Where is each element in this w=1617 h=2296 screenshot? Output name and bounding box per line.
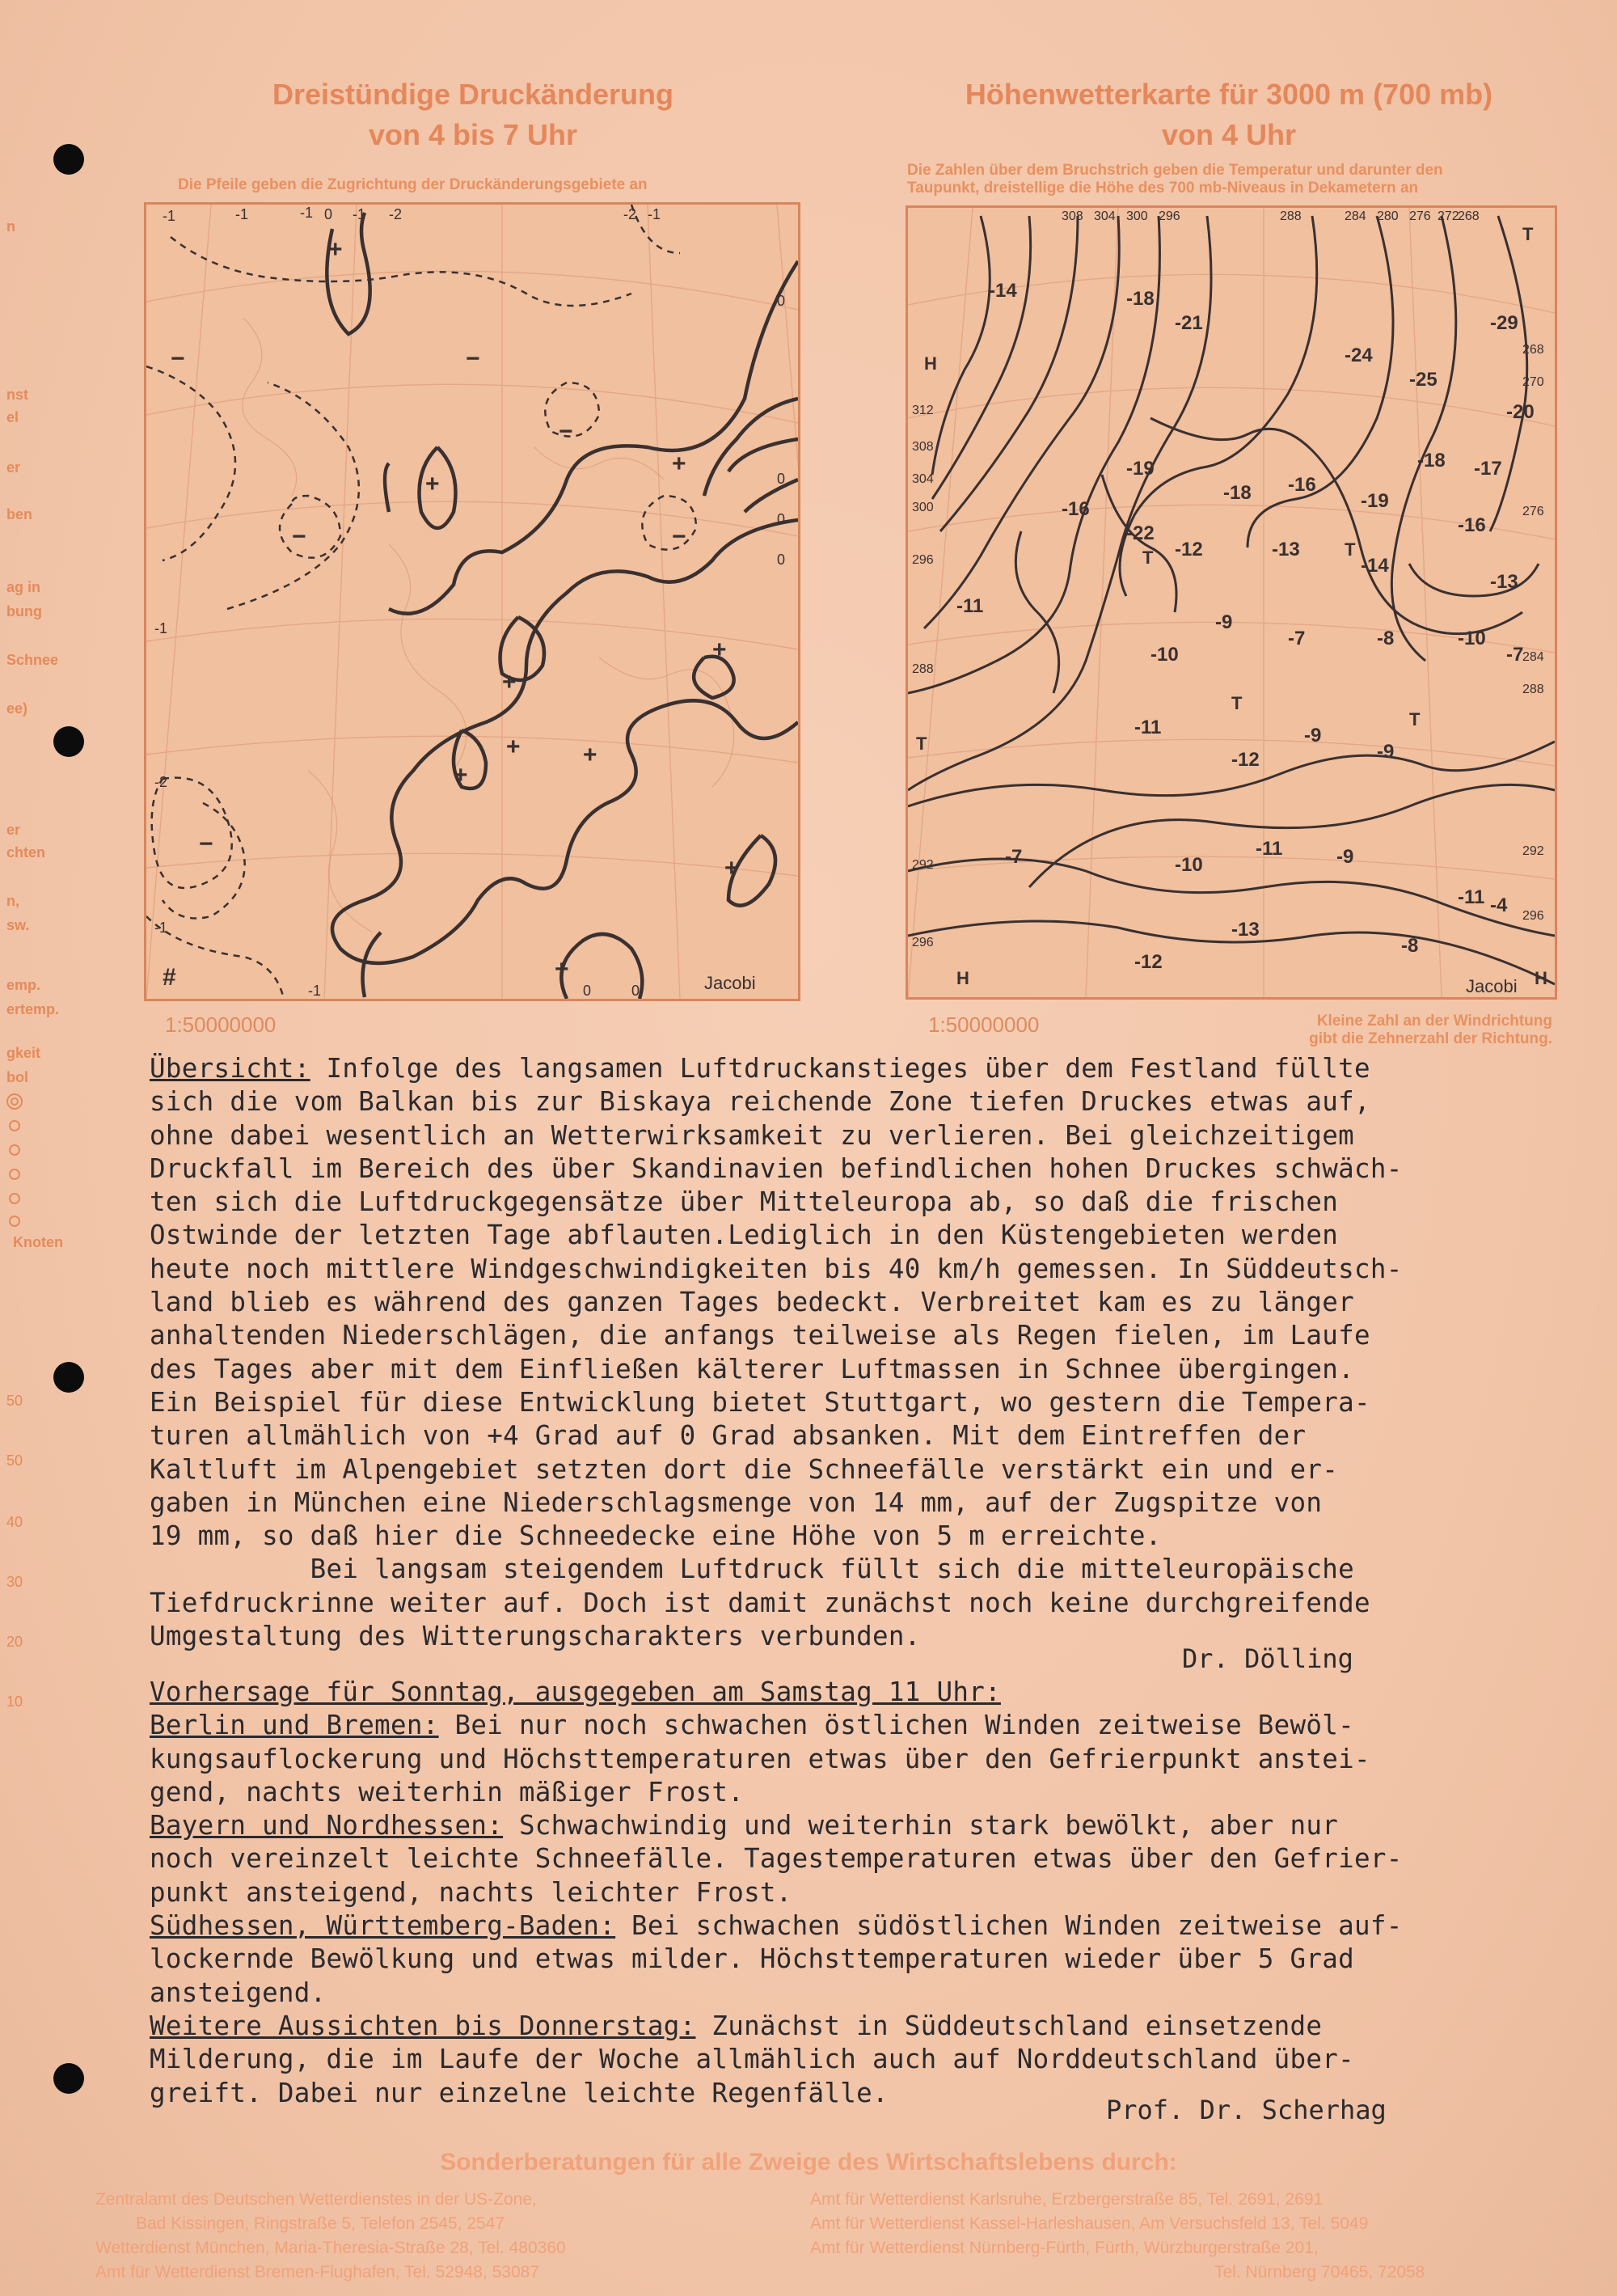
- pressure-change-map: [146, 205, 798, 999]
- bayern-label: Bayern und Nordhessen:: [150, 1810, 504, 1841]
- body-line: lockernde Bewölkung und etwas milder. Höchsttemperaturen wieder über 5 Grad: [150, 1943, 1354, 1975]
- svg-text:304: 304: [1094, 209, 1116, 223]
- uebersicht-label: Übersicht:: [150, 1053, 310, 1084]
- minus-sign: −: [672, 523, 686, 550]
- svg-text:-12: -12: [1134, 951, 1163, 973]
- svg-text:-2: -2: [154, 774, 168, 790]
- svg-text:296: 296: [912, 553, 934, 567]
- svg-text:-9: -9: [1377, 741, 1395, 763]
- left-map-subtitle: Die Pfeile geben die Zugrichtung der Druckänderungsgebiete an: [178, 176, 648, 193]
- weitere-label: Weitere Aussichten bis Donnerstag:: [150, 2010, 696, 2041]
- svg-text:296: 296: [912, 936, 934, 949]
- footer-line: Amt für Wetterdienst Karlsruhe, Erzbergerstraße 85, Tel. 2691, 2691: [810, 2190, 1324, 2209]
- minus-sign: −: [466, 345, 480, 372]
- body-line: gend, nachts weiterhin mäßiger Frost.: [150, 1776, 745, 1808]
- cold-symbol: T: [1142, 548, 1154, 568]
- svg-text:-18: -18: [1223, 482, 1252, 504]
- svg-text:-16: -16: [1288, 474, 1316, 496]
- svg-text:308: 308: [912, 440, 934, 454]
- plus-sign: +: [328, 236, 343, 263]
- svg-text:276: 276: [1522, 505, 1544, 518]
- svg-text:-21: -21: [1175, 312, 1203, 334]
- margin-fragment: 50: [6, 1452, 23, 1469]
- svg-text:-7: -7: [1005, 846, 1023, 868]
- margin-fragment: bol: [6, 1069, 28, 1085]
- svg-text:-1: -1: [648, 206, 661, 222]
- svg-text:-9: -9: [1215, 611, 1233, 633]
- footer-line: Amt für Wetterdienst Kassel-Harleshausen, Am Versuchsfeld 13, Tel. 5049: [810, 2214, 1369, 2233]
- bayern-line-1: [150, 1809, 1573, 1842]
- cold-symbol: T: [1231, 693, 1243, 713]
- svg-text:-19: -19: [1361, 490, 1389, 512]
- body-line: noch vereinzelt leichte Schneefälle. Tagestemperaturen etwas über den Gefrier-: [150, 1843, 1403, 1875]
- minus-sign: −: [171, 345, 185, 372]
- margin-fragment: sw.: [6, 917, 30, 933]
- svg-text:0: 0: [777, 511, 786, 527]
- svg-text:-25: -25: [1409, 369, 1438, 391]
- vorhersage-heading: Vorhersage für Sonntag, ausgegeben am Samstag 11 Uhr:: [150, 1677, 1001, 1707]
- footer-line: Bad Kissingen, Ringstraße 5, Telefon 2545, 2547: [136, 2214, 505, 2233]
- body-line: des Tages aber mit dem Einfließen kälterer Luftmassen in Schnee übergingen.: [150, 1353, 1354, 1385]
- legend-symbol-circles: [5, 1092, 24, 1233]
- right-map-wind-note: [1164, 1013, 1552, 1048]
- uebersicht-section: [150, 1052, 1573, 1653]
- minus-sign: −: [199, 831, 213, 857]
- svg-text:-9: -9: [1336, 846, 1354, 868]
- right-map-title: [906, 74, 1552, 155]
- text-fragment: Infolge des langsamen Luftdruckanstieges über dem Festland füllte: [310, 1053, 1370, 1084]
- svg-text:296: 296: [1159, 209, 1180, 223]
- svg-text:-18: -18: [1417, 450, 1446, 471]
- body-line: ohne dabei wesentlich an Wetterwirksamkeit zu verlieren. Bei gleichzeitigem: [150, 1119, 1354, 1151]
- svg-text:280: 280: [1377, 209, 1399, 223]
- plus-sign: +: [672, 450, 686, 477]
- body-line: Druckfall im Bereich des über Skandinavien befindlichen hohen Druckes schwäch-: [150, 1152, 1403, 1184]
- svg-text:-22: -22: [1126, 522, 1155, 544]
- punch-hole: [53, 726, 84, 757]
- footer-heading: Sonderberatungen für alle Zweige des Wirtschaftslebens durch:: [440, 2149, 1177, 2175]
- high-pressure-symbol: H: [1535, 968, 1547, 988]
- svg-text:-10: -10: [1150, 644, 1179, 666]
- plus-sign: +: [724, 855, 739, 882]
- left-map-title-line1: Dreistündige Druckänderung: [272, 78, 674, 111]
- body-line: Ostwinde der letzten Tage abflauten.Lediglich in den Küstengebieten werden: [150, 1220, 1339, 1251]
- svg-text:-1: -1: [353, 206, 366, 222]
- cold-symbol: T: [916, 734, 927, 754]
- svg-text:0: 0: [583, 983, 592, 999]
- body-line: kungsauflockerung und Höchsttemperaturen etwas über den Gefrierpunkt anstei-: [150, 1743, 1370, 1774]
- right-map-title-line1: Höhenwetterkarte für 3000 m (700 mb): [965, 78, 1493, 111]
- right-map-subtitle-line2: Taupunkt, dreistellige die Höhe des 700 mb-Niveaus in Dekametern an: [907, 180, 1419, 197]
- svg-text:-7: -7: [1506, 644, 1524, 666]
- berlin-line-1: [150, 1709, 1573, 1742]
- left-map-title-line2: von 4 bis 7 Uhr: [368, 118, 578, 151]
- svg-text:0: 0: [777, 293, 786, 309]
- body-line: land blieb es während des ganzen Tages bedeckt. Verbreitet kam es zu länger: [150, 1287, 1354, 1318]
- margin-fragment: bung: [6, 603, 42, 619]
- svg-text:288: 288: [1280, 209, 1302, 223]
- high-pressure-symbol: H: [956, 968, 969, 988]
- svg-text:288: 288: [912, 662, 934, 676]
- footer-line: Amt für Wetterdienst Nürnberg-Fürth, Fürth, Würzburgerstraße 201,: [810, 2239, 1319, 2257]
- svg-text:0: 0: [777, 552, 786, 568]
- footer-line: Tel. Nürnberg 70465, 72058: [1214, 2263, 1425, 2281]
- margin-fragment: ben: [6, 506, 33, 522]
- minus-sign: −: [292, 523, 306, 550]
- margin-fragment: ertemp.: [6, 1001, 60, 1017]
- cold-symbol: T: [1522, 224, 1534, 244]
- sued-label: Südhessen, Württemberg-Baden:: [150, 1910, 616, 1942]
- svg-text:-1: -1: [154, 920, 168, 936]
- plus-sign: +: [583, 742, 597, 768]
- body-line: Milderung, die im Laufe der Woche allmählich auch auf Norddeutschland über-: [150, 2044, 1354, 2075]
- plus-sign: +: [454, 762, 468, 789]
- svg-text:-11: -11: [1458, 886, 1485, 908]
- body-line: 19 mm, so daß hier die Schneedecke eine Höhe von 5 m erreichte.: [150, 1520, 1162, 1552]
- left-map-scale: 1:50000000: [165, 1013, 277, 1037]
- plus-sign: +: [555, 956, 569, 983]
- uebersicht-line-1: [150, 1052, 1573, 1085]
- minus-sign: #: [163, 964, 176, 991]
- svg-text:272: 272: [1438, 209, 1459, 223]
- margin-fragment: Schnee: [6, 652, 59, 668]
- right-map-subtitle: [907, 162, 1443, 197]
- plus-sign: +: [712, 636, 727, 663]
- svg-text:-10: -10: [1458, 628, 1486, 649]
- margin-fragment: ee): [6, 700, 28, 717]
- plus-sign: +: [502, 669, 517, 696]
- svg-text:-1: -1: [235, 206, 249, 222]
- body-line: gaben in München eine Niederschlagsmenge von 14 mm, auf der Zugspitze von: [150, 1486, 1323, 1518]
- svg-text:268: 268: [1522, 343, 1544, 357]
- svg-text:-1: -1: [300, 205, 314, 221]
- svg-text:-19: -19: [1126, 458, 1155, 480]
- svg-text:-11: -11: [956, 595, 984, 617]
- punch-hole: [53, 1362, 84, 1393]
- footer-left: [95, 2188, 566, 2285]
- svg-text:284: 284: [1522, 650, 1544, 664]
- right-map: [906, 205, 1557, 1000]
- svg-text:270: 270: [1522, 375, 1544, 389]
- body-line: Umgestaltung des Witterungscharakters verbunden.: [150, 1621, 921, 1652]
- svg-text:-11: -11: [1134, 717, 1162, 738]
- svg-text:-2: -2: [623, 206, 637, 222]
- margin-fragment: ag in: [6, 579, 41, 595]
- svg-text:292: 292: [912, 858, 934, 872]
- vorhersage-signature: Prof. Dr. Scherhag: [1106, 2095, 1387, 2125]
- margin-fragment: nst: [6, 387, 28, 403]
- sued-line-1: [150, 1909, 1573, 1943]
- weitere-line-1: [150, 2010, 1573, 2043]
- right-map-title-line2: von 4 Uhr: [1161, 118, 1297, 151]
- margin-fragment: 20: [6, 1634, 23, 1650]
- svg-text:304: 304: [912, 472, 934, 486]
- minus-sign: −: [559, 418, 573, 445]
- svg-text:292: 292: [1522, 844, 1544, 858]
- svg-text:-10: -10: [1175, 854, 1203, 876]
- margin-fragment: n: [6, 218, 15, 235]
- svg-text:288: 288: [1522, 683, 1544, 696]
- svg-text:-16: -16: [1062, 498, 1090, 520]
- left-map-title: [146, 74, 800, 155]
- margin-fragment: er: [6, 822, 21, 838]
- punch-hole: [53, 144, 84, 175]
- footer-line: Amt für Wetterdienst Bremen-Flughafen, Tel. 52948, 53087: [95, 2263, 540, 2281]
- cold-symbol: T: [1345, 539, 1356, 560]
- svg-text:312: 312: [912, 404, 934, 417]
- svg-text:0: 0: [324, 206, 333, 222]
- berlin-label: Berlin und Bremen:: [150, 1710, 439, 1741]
- body-line: sich die vom Balkan bis zur Biskaya reichende Zone tiefen Druckes etwas auf,: [150, 1086, 1370, 1118]
- plus-sign: +: [506, 734, 521, 760]
- plus-sign: +: [425, 471, 440, 497]
- svg-text:-8: -8: [1377, 628, 1395, 649]
- text-fragment: Bei schwachen südöstlichen Winden zeitweise auf-: [615, 1910, 1403, 1942]
- margin-fragment: 50: [6, 1393, 23, 1409]
- text-fragment: Schwachwindig und weiterhin stark bewölkt, aber nur: [503, 1810, 1339, 1841]
- body-line: anhaltenden Niederschlägen, die anfangs teilweise als Regen fielen, im Laufe: [150, 1320, 1370, 1351]
- svg-text:-13: -13: [1490, 571, 1518, 593]
- right-map-signature: Jacobi: [1466, 976, 1518, 996]
- svg-text:-13: -13: [1231, 919, 1260, 941]
- svg-text:-14: -14: [1361, 555, 1389, 577]
- svg-text:-14: -14: [989, 280, 1017, 302]
- svg-text:-17: -17: [1474, 458, 1502, 480]
- svg-text:268: 268: [1458, 209, 1480, 223]
- right-map-note-line2: gibt die Zehnerzahl der Richtung.: [1309, 1030, 1552, 1047]
- upper-air-map: [908, 208, 1555, 997]
- svg-text:-7: -7: [1288, 628, 1306, 649]
- cold-symbol: T: [1409, 709, 1421, 729]
- svg-text:284: 284: [1345, 209, 1366, 223]
- svg-text:-9: -9: [1304, 725, 1322, 746]
- high-pressure-symbol: H: [924, 353, 937, 374]
- svg-text:0: 0: [631, 983, 640, 999]
- svg-text:0: 0: [777, 471, 786, 487]
- svg-text:-12: -12: [1231, 749, 1260, 771]
- svg-text:-12: -12: [1175, 539, 1203, 560]
- svg-text:-2: -2: [389, 206, 403, 222]
- right-map-subtitle-line1: Die Zahlen über dem Bruchstrich geben die Temperatur und darunter den: [907, 162, 1443, 179]
- margin-fragment: emp.: [6, 977, 41, 993]
- svg-text:-18: -18: [1126, 288, 1155, 310]
- svg-text:308: 308: [1062, 209, 1083, 223]
- svg-text:300: 300: [912, 501, 934, 514]
- body-line: punkt ansteigend, nachts leichter Frost.: [150, 1876, 792, 1908]
- body-line: greift. Dabei nur einzelne leichte Regenfälle.: [150, 2077, 889, 2108]
- svg-text:-13: -13: [1272, 539, 1300, 560]
- vorhersage-section: [150, 1676, 1573, 2110]
- body-line: Ein Beispiel für diese Entwicklung bietet Stuttgart, wo gestern die Tempera-: [150, 1386, 1370, 1418]
- left-map: [144, 202, 800, 1001]
- svg-text:-16: -16: [1458, 514, 1486, 536]
- svg-text:-20: -20: [1506, 401, 1535, 423]
- footer-line: Wetterdienst München, Maria-Theresia-Straße 28, Tel. 480360: [95, 2239, 566, 2257]
- body-line: ansteigend.: [150, 1977, 327, 2008]
- body-line: Bei langsam steigendem Luftdruck füllt sich die mitteleuropäische: [150, 1554, 1354, 1585]
- svg-text:-1: -1: [308, 983, 322, 999]
- svg-text:-8: -8: [1401, 935, 1419, 957]
- margin-fragment: Knoten: [13, 1234, 63, 1250]
- footer-right: [810, 2188, 1425, 2285]
- svg-text:276: 276: [1409, 209, 1431, 223]
- body-line: Tiefdruckrinne weiter auf. Doch ist damit zunächst noch keine durchgreifende: [150, 1587, 1370, 1618]
- body-line: ten sich die Luftdruckgegensätze über Mitteleuropa ab, so daß die frischen: [150, 1186, 1339, 1218]
- footer-line: Zentralamt des Deutschen Wetterdienstes in der US-Zone,: [95, 2190, 537, 2209]
- left-map-signature: Jacobi: [704, 973, 756, 993]
- svg-text:-1: -1: [163, 208, 176, 224]
- svg-text:-29: -29: [1490, 312, 1518, 334]
- right-map-note-line1: Kleine Zahl an der Windrichtung: [1316, 1013, 1552, 1030]
- margin-fragment: el: [6, 409, 19, 425]
- body-line: Kaltluft im Alpengebiet setzten dort die Schneefälle verstärkt ein und er-: [150, 1453, 1339, 1485]
- svg-text:300: 300: [1126, 209, 1148, 223]
- body-line: turen allmählich von +4 Grad auf 0 Grad absanken. Mit dem Eintreffen der: [150, 1420, 1307, 1452]
- punch-hole: [53, 2063, 84, 2094]
- margin-fragment: 30: [6, 1574, 23, 1590]
- margin-fragment: 10: [6, 1693, 23, 1710]
- svg-text:-1: -1: [154, 620, 168, 636]
- svg-text:-11: -11: [1256, 838, 1283, 860]
- svg-text:-24: -24: [1345, 345, 1373, 366]
- margin-fragment: n,: [6, 893, 19, 909]
- margin-fragment: chten: [6, 844, 46, 860]
- svg-text:-4: -4: [1490, 894, 1508, 916]
- text-fragment: Zunächst in Süddeutschland einsetzende: [695, 2010, 1323, 2041]
- margin-fragment: er: [6, 459, 21, 476]
- margin-fragment: 40: [6, 1514, 23, 1530]
- right-map-scale: 1:50000000: [928, 1013, 1040, 1037]
- body-line: heute noch mittlere Windgeschwindigkeiten bis 40 km/h gemessen. In Süddeutsch-: [150, 1253, 1403, 1284]
- svg-text:296: 296: [1522, 909, 1544, 923]
- margin-fragment: gkeit: [6, 1045, 41, 1061]
- text-fragment: Bei nur noch schwachen östlichen Winden zeitweise Bewöl-: [438, 1710, 1355, 1741]
- uebersicht-signature: Dr. Dölling: [1182, 1643, 1353, 1674]
